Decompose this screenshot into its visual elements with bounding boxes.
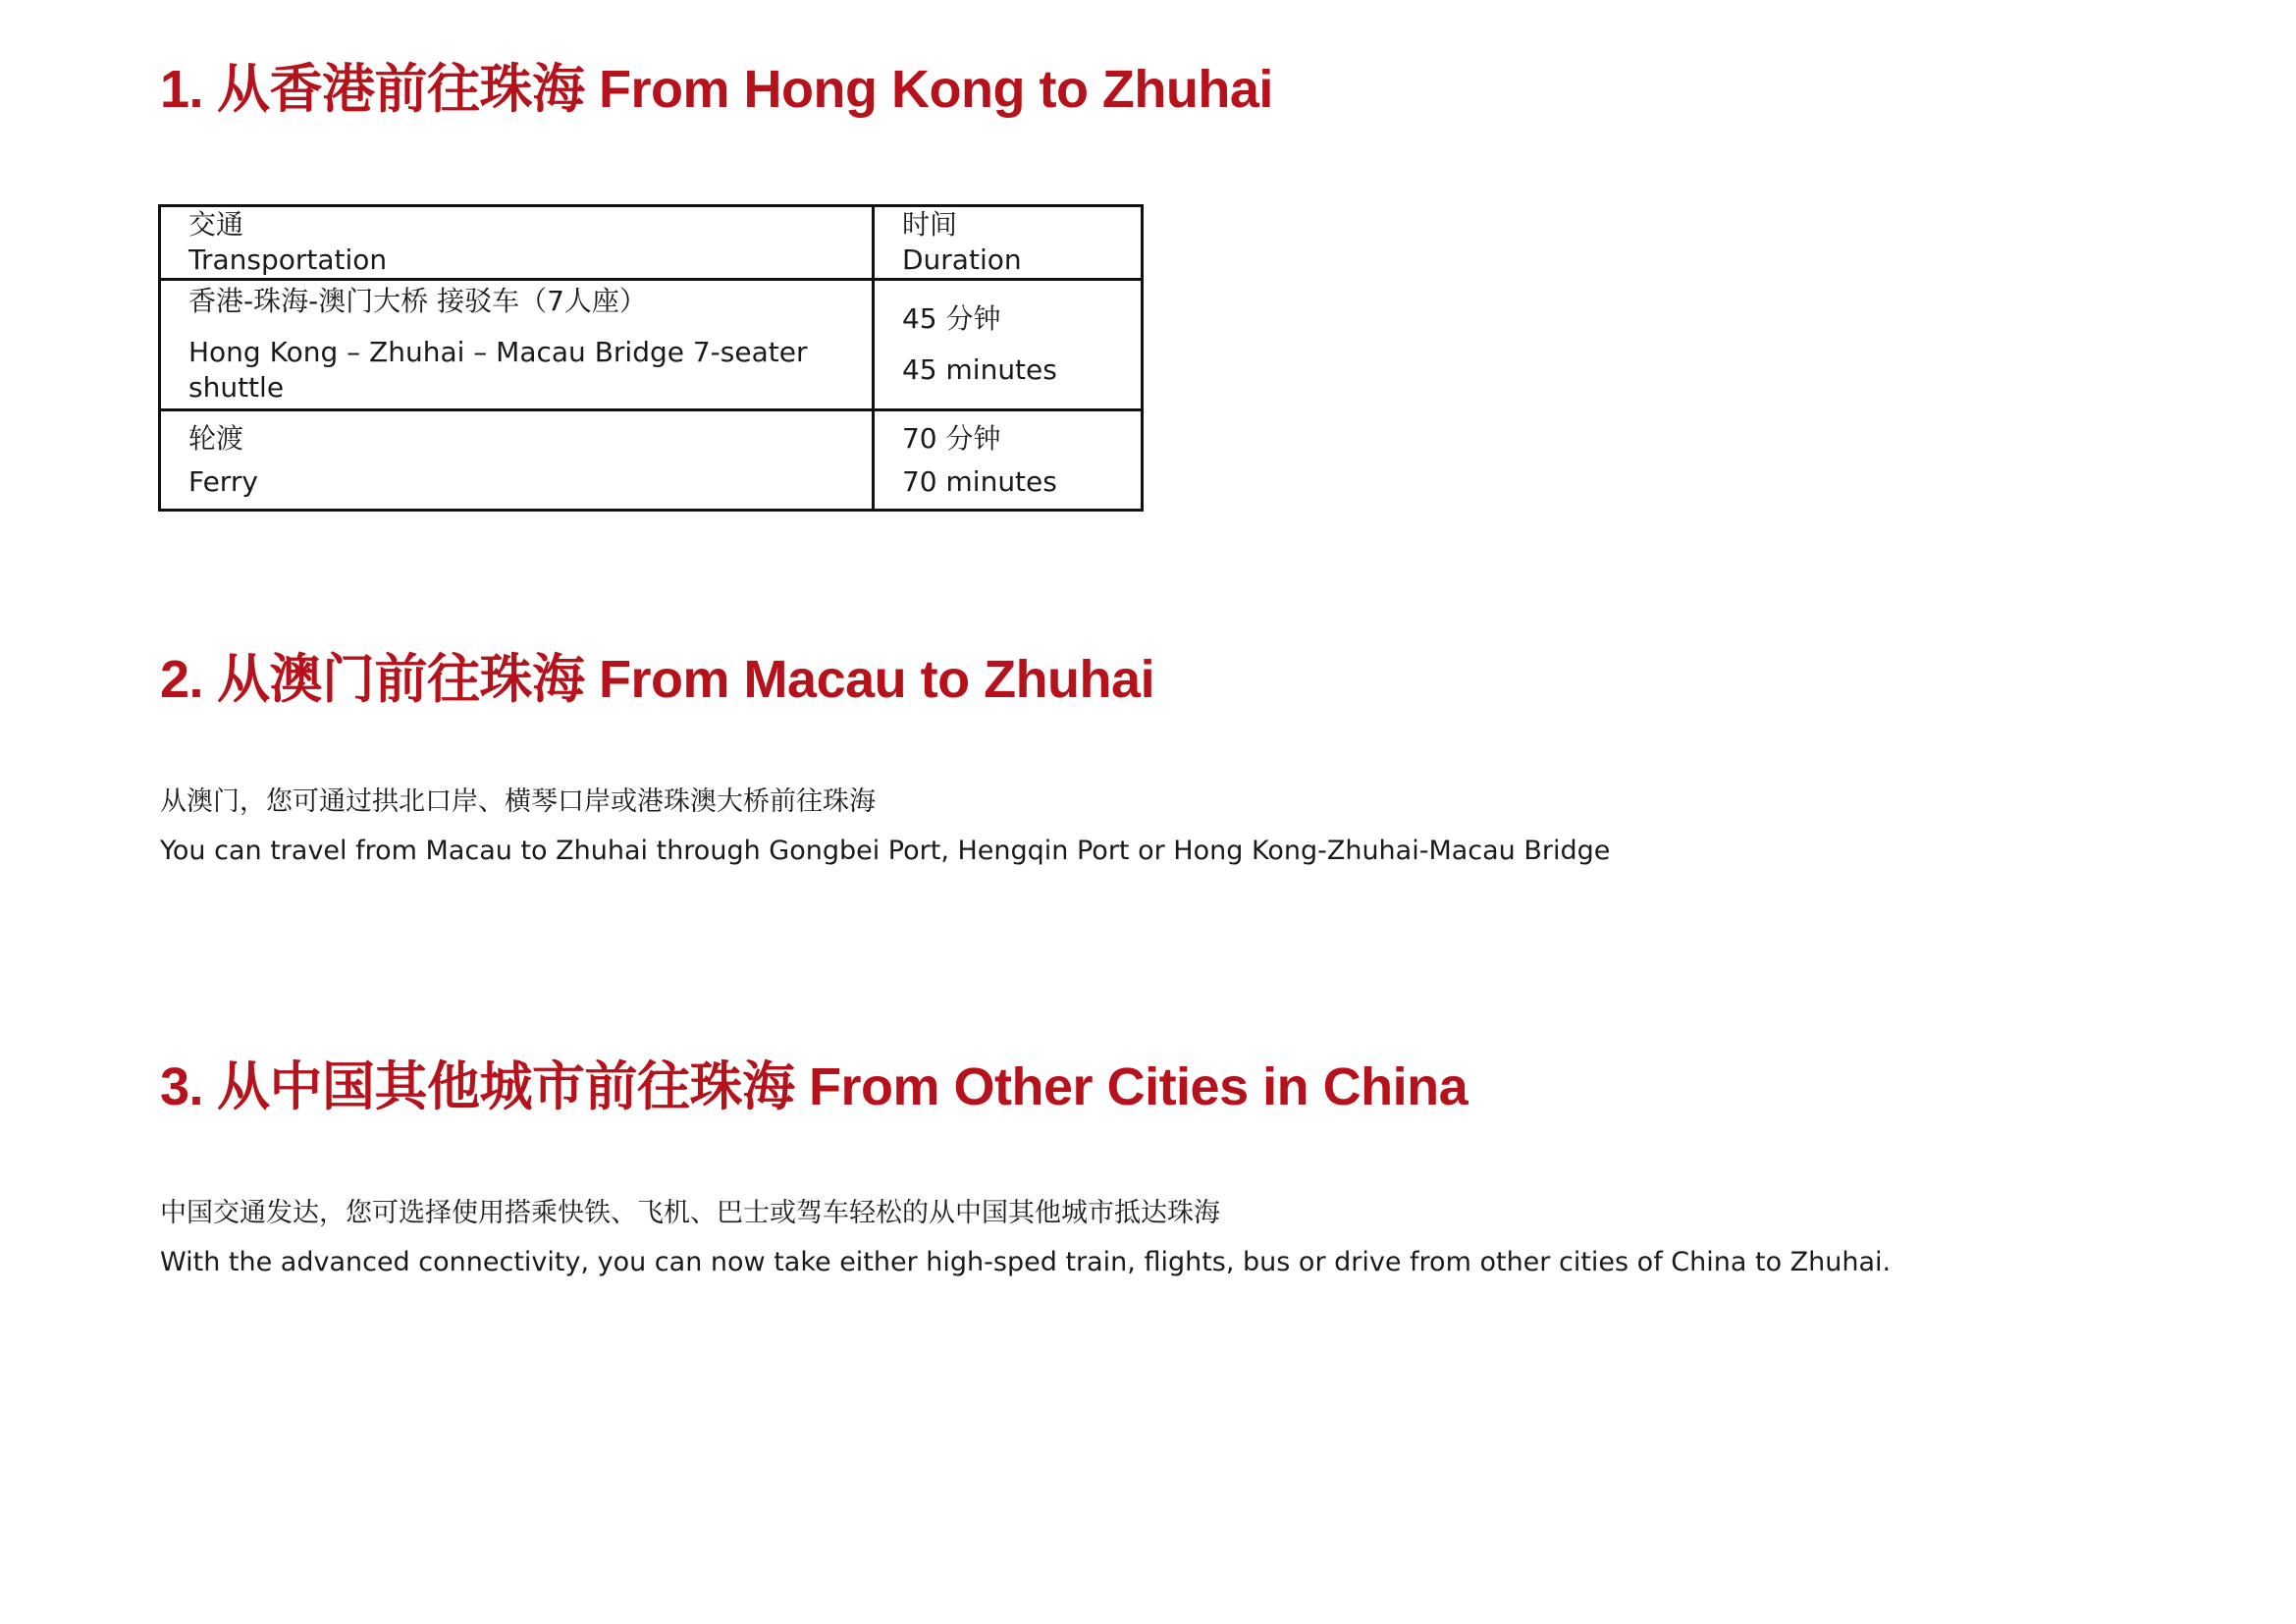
duration-zh: 70 分钟 <box>901 421 1001 455</box>
section-2-number: 2. <box>160 650 204 709</box>
table-row <box>160 410 1143 511</box>
section-2-text-en: You can travel from Macau to Zhuhai through Gongbei Port, Hengqin Port or Hong Kong-Zhuhai-Macau Bridge <box>160 836 1611 866</box>
duration-en: 45 minutes <box>901 353 1057 386</box>
transport-en: Hong Kong – Zhuhai – Macau Bridge 7-seater shuttle <box>188 336 808 404</box>
transport-cell <box>160 280 874 410</box>
duration-cell <box>873 410 1142 511</box>
table-header-row <box>160 206 1143 280</box>
header-duration-en: Duration <box>901 244 1022 276</box>
section-1-number: 1. <box>160 60 204 119</box>
section-2-text-zh: 从澳门，您可通过拱北口岸、横琴口岸或港珠澳大桥前往珠海 <box>160 786 876 817</box>
section-1-heading <box>160 60 1273 119</box>
section-3-paragraph <box>160 1189 1891 1287</box>
transport-table <box>158 204 1144 512</box>
section-2-heading <box>160 650 1155 709</box>
header-duration-zh: 时间 <box>901 208 957 241</box>
section-3-text-en: With the advanced connectivity, you can now take either high-sped train, flights, bus or drive from other cities of China to Zhuhai. <box>160 1247 1892 1277</box>
transport-cell <box>160 410 874 511</box>
duration-zh: 45 分钟 <box>901 302 1001 335</box>
section-3-heading <box>160 1057 1468 1116</box>
duration-cell <box>873 280 1142 410</box>
section-3-number: 3. <box>160 1057 204 1116</box>
table-row <box>160 280 1143 410</box>
section-2-title: 从澳门前往珠海 From Macau to Zhuhai <box>217 650 1155 709</box>
header-transportation <box>160 206 874 280</box>
transport-en: Ferry <box>188 464 258 498</box>
transport-zh: 香港-珠海-澳门大桥 接驳车（7人座） <box>188 285 647 317</box>
duration-en: 70 minutes <box>901 464 1057 498</box>
section-3-title: 从中国其他城市前往珠海 From Other Cities in China <box>217 1057 1468 1116</box>
header-transportation-en: Transportation <box>188 244 388 276</box>
section-1-title: 从香港前往珠海 From Hong Kong to Zhuhai <box>217 60 1273 119</box>
header-duration <box>873 206 1142 280</box>
transport-zh: 轮渡 <box>188 421 244 455</box>
header-transportation-zh: 交通 <box>188 208 244 241</box>
section-3-text-zh: 中国交通发达，您可选择使用搭乘快铁、飞机、巴士或驾车轻松的从中国其他城市抵达珠海 <box>160 1198 1220 1228</box>
section-2-paragraph <box>160 778 1610 876</box>
